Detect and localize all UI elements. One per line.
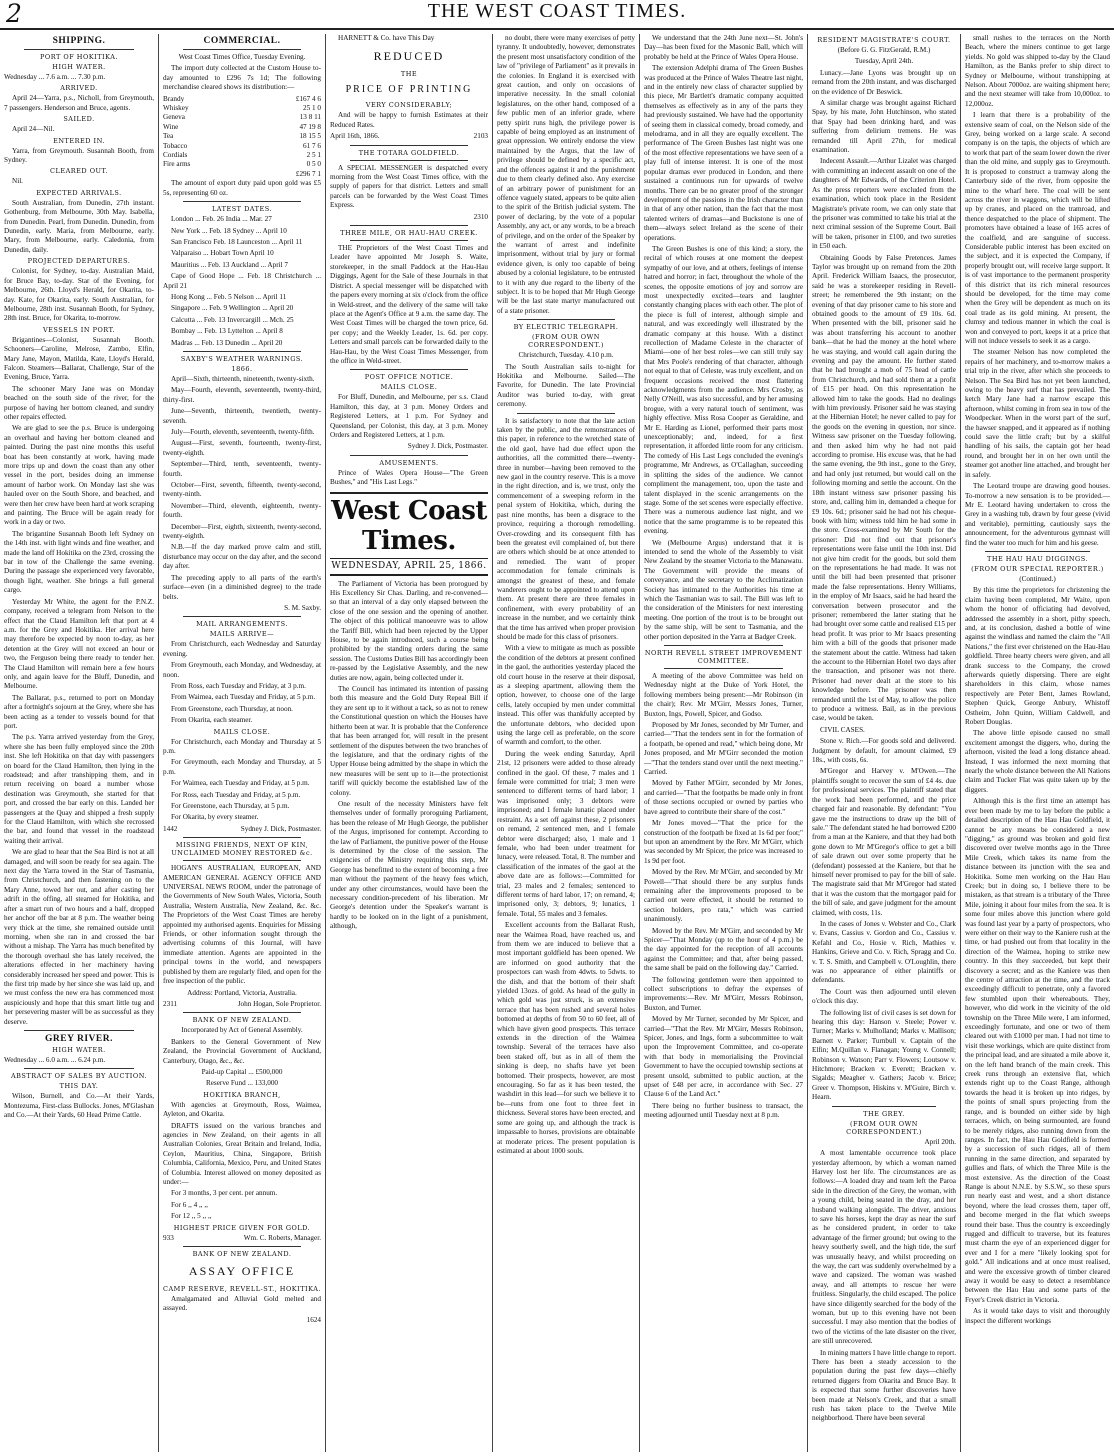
duty-amount: 2 5 1 bbox=[306, 151, 321, 160]
hauhau-paragraph: As it would take days to visit and thoroughly inspect the different workings bbox=[965, 1307, 1110, 1325]
assay-title: ASSAY OFFICE bbox=[188, 1264, 296, 1279]
dates-row: Hong Kong ... Feb. 5 Nelson ... April 11 bbox=[171, 292, 287, 301]
news-paragraph: Excellent accounts from the Ballarat Rush, near the Waimea Road, have reached us, and from them we are induced to believe that a most important goldfield has been opened. We are informed on good authority that the prospectors can wash from 4dwts. to 5dwts. to the dish, and that the bottom of their shaft yielded 13ozs. of gold. As head of the gully in which gold was just struck, is an extensive terrace that has been rushed and several holes bottomed at depths of from 50 to 60 feet, all of which have given good prospects. This terrace extends in the direction of the Waimea township. Several of the terraces have also been staked off, but as in all of them the sinking is deep, no shafts have yet been bottomed. Their prospects, however, are most encouraging. So far as it has been tested, the washdirt in this lead—for such we believe it to be—runs from one foot to three feet in thickness. Several stores have been erected, and some are going up, and although the track is impassable to horses, provisions are obtainable at moderate prices. The present population is estimated at about 1000 souls. bbox=[497, 921, 635, 1155]
reduced-heading: REDUCED bbox=[373, 49, 445, 64]
weather-paragraph: The preceding apply to all parts of the earth's surface—even (in a diminished degree) to the trade belts. bbox=[163, 573, 321, 601]
duty-item: Wine bbox=[163, 122, 179, 131]
court-paragraph: Obtaining Goods by False Pretences. James Taylor was brought up on remand from the 20th April. Frederick William Isaacs, the prosecutor, said he was a storekeeper residing in Revell-street; he remembered the 9th instant; on the evening of that day prisoner came to his store and obtained goods to the amount of £9 10s. 6d. When presented with the bill, prisoner said he was about transferring his account to another bank—that he had the money at the hotel where he was staying, and would call again during the evening and pay the amount. He further stated that he had brought a mob of 75 head of cattle from Christchurch, and had sold them at a profit of £15 per head. On this representation he allowed him to take the goods. Had no dealings with him previously. Prisoner said he was staying at the Hibernian Hotel; he never called to pay for the goods on the evening in question, nor since. Witness saw prisoner on the Tuesday following, and then asked him why he had not paid according to promise. His excuse was, that he had the same evening, the 9th inst., gone to the Grey, and had only just returned, but would call on the following morning and settle the account. On the 18th instant witness saw prisoner passing his store, and, calling him in, demanded a cheque for £9 10s. 6d.; prisoner said he had not his cheque-book with him; witness told him he had some in the store. Cross-examined by Mr South for the prisoner: Did not find out that prisoner's representations were false until the 10th inst. Did not give him credit for the goods, but sold them on the representations he had made. It was not until the bill had been presented that prisoner made the false representations. Henry Williams, in the employ of Mr Isaacs, said he had heard the conversation between prosecutor and the prisoner; remembered the latter stating that he had brought over some cattle and realised £15 per head profit. It was prior to Mr Isaacs presenting him with a bill of the goods that prisoner made the statement about the cattle. Witness had taken the account to the Hibernian Hotel two days after the transaction, and prisoner was not there. Prisoner had never dealt at the store to his knowledge before. The prisoner was then remanded until the 1st of May, to allow the police to produce a witness. Bail, as in the previous case, would be taken. bbox=[812, 253, 956, 723]
grey-high-water-label: HIGH WATER. bbox=[52, 1045, 106, 1054]
committee-paragraph: Moved by the Rev. Mr M'Girr, and seconded by Mr Spicer—"That Monday (up to the hour of 4 p.m.) be the day appointed for the reception of all accounts against the Committee; and that, after being passed, the same shall be paid on the following day." Carried. bbox=[644, 926, 803, 973]
highest-price: HIGHEST PRICE GIVEN FOR GOLD. bbox=[173, 1223, 311, 1232]
news-paragraph: We (Melbourne Argus) understand that it is intended to send the whole of the Assembly to visit New Zealand by the steamer Victoria to the Manawatu. The Government will provide the means of conveyance, and the secretary to the Acclimatization Society has intimated to the Authorities his time at which the Tasmanian was to sail. The Bill was left to the consideration of the Ministers for next interesting meeting. One portion of the trout is to be brought out by the same ship, will be sent to Tasmania, and the other portion deposited in the Yarra at Badger Creek. bbox=[644, 538, 803, 641]
port-title: PORT OF HOKITIKA. bbox=[40, 53, 118, 61]
column-editorial bbox=[326, 34, 493, 1452]
duty-row bbox=[163, 104, 321, 113]
news-paragraph: no doubt, there were many exercises of petty tyranny. It undoubtedly, however, demonstrates the present most unsatisfactory condition of the law of "privilege of Parliament" as it prevails in the colonies. In England it is exercised with great caution, and only on occasions of imperative necessity. In the small colonial legislatures, on the other hand, composed of a few public men of an inferior grade, where petty spirit runs high, the privilege power is capable of being employed as an instrument of great oppression. We entirely endorse the view maintained by the Argus, that the law of privilege should be defined by a specific act, and the offences against it and the punishment due to them clearly defined also. Any exercise of an arbitrary power of punishment for an offence vaguely stated, appears to be quite alien to the spirit of the British judicial system. The power of declaring, by the vote of a popular Assembly, any act, or any words, to be a breach of privilege, and on the order of the Speaker by the warrant of arrest and indefinite imprisonment, without trial by jury or formal evidence given, is only too capable of being abused by a colonial legislature, to be entrusted to it with any due regard to the liberty of the subject. It is to be hoped that Mr Hugh George will be the last state martyr manufactured out of a state prisoner. bbox=[497, 34, 635, 315]
shipping-title: SHIPPING. bbox=[52, 36, 106, 46]
sailed-label: SAILED. bbox=[63, 115, 95, 124]
entered-label: ENTERED IN. bbox=[53, 136, 105, 145]
office-line: West Coast Times Office, Tuesday Evening. bbox=[178, 53, 306, 61]
news-paragraph: With a view to mitigate as much as possible the condition of the debtors at present confined in the gaol, the authorities yesterday placed the old court house in the reserve at their disposal, as a sleeping apartment, allowing them the option, however, to choose one of the large cells, lately occupied by men under committal instead. This offer was thankfully accepted by the unfortunate debtors, who decided upon using the large cell as preferable, on the score of warmth and comfort, to the other. bbox=[497, 644, 635, 747]
entered-text: Yarra, from Greymouth. Susannah Booth, from Sydney. bbox=[4, 146, 154, 165]
mail-arrive-item: From Christchurch, each Wednesday and Saturday evening. bbox=[163, 640, 321, 658]
grey-paragraph: In mining matters I have little change to report. There has been a steady accession to the population during the past few days—chiefly returned diggers from Okarita and Bruce Bay. It is expected that some further discoveries have been made at Nelson's Creek, and that a small rush has taken place to the Twelve Mile neighborhood. There have been several bbox=[812, 1348, 956, 1423]
auction-text: Wilson, Burnell, and Co.—At their Yards, Montezuma, First-class Bullocks. Jones, M'Glashan and Co.—At their Yards, 60 Head Prime Cattle. bbox=[4, 1092, 154, 1120]
dates-row: New York ... Feb. 18 Sydney ... April 10 bbox=[171, 226, 287, 235]
committee-paragraph: Proposed by Mr Jones, seconded by Mr Turner, and carried—"That the tenders sent in for the formation of a footpath, be opened and read," which being done, Mr Jones proposed, and Mr M'Girr seconded the motion—"That the tenders stand over until the next meeting." Carried. bbox=[644, 721, 803, 777]
duty-amount: 18 15 5 bbox=[299, 132, 321, 141]
column-theatre bbox=[640, 34, 808, 1452]
grey-title: THE GREY. bbox=[863, 1109, 905, 1118]
dates-list bbox=[163, 215, 321, 348]
vessels-text: Brigantines—Colonist, Susannah Booth. Schooners—Caroline, Melrose, Zambo, Elfin, Mary Jane, Mayon, Matilda, Kate, Lloyd's Herald, Falcon. Steamers—Ballarat, Challenge, Star of the Evening, Bruce, Yarra. bbox=[4, 335, 154, 382]
duty-row bbox=[163, 123, 321, 132]
mail-close-list bbox=[163, 738, 321, 823]
north-revell-text bbox=[644, 672, 803, 1121]
arrived-label: ARRIVED. bbox=[60, 84, 98, 93]
furnish-text: And will be happy to furnish Estimates at their Reduced Rates. bbox=[330, 111, 488, 129]
hauhau-continued: (Continued.) bbox=[1019, 574, 1056, 583]
duty-row bbox=[163, 151, 321, 160]
weather-paragraph: December—First, eighth, sixteenth, twenty-second, twenty-eighth. bbox=[163, 522, 321, 541]
totara-title: THE TOTARA GOLDFIELD. bbox=[358, 148, 460, 157]
column-news bbox=[493, 34, 640, 1452]
committee-paragraph: Moved by the Rev. Mr M'Girr, and seconded by Mr Powell—"That should there be any surplus funds remaining after the improvements proposed to be carried out were effected, it should be returned to section holders, pro rata," which was carried unanimously. bbox=[644, 868, 803, 924]
column-shipping bbox=[0, 34, 159, 1452]
grey-subtitle: (FROM OUR OWN CORRESPONDENT.) bbox=[846, 1119, 922, 1136]
mail-close-item: For Greenstone, each Thursday, at 5 p.m. bbox=[171, 802, 290, 810]
grey-date: April 20th. bbox=[924, 1137, 956, 1146]
bank-title: BANK OF NEW ZEALAND. bbox=[192, 1016, 292, 1025]
amusements-text: Prince of Wales Opera House—"The Green Bushes," and "His Last Legs." bbox=[330, 468, 488, 487]
harnett-number: 2103 bbox=[473, 132, 488, 141]
bank-reserve: Reserve Fund ... 133,000 bbox=[205, 1079, 279, 1088]
interest-row: For 3 months, 3 per cent. per annum. bbox=[171, 1189, 278, 1198]
hauhau-subtitle: (FROM OUR SPECIAL REPORTER.) bbox=[971, 564, 1104, 573]
high-water-label: HIGH WATER. bbox=[52, 63, 106, 71]
post-office-text: For Bluff, Dunedin, and Melbourne, per s.s. Claud Hamilton, this day, at 3 p.m. Money Orders and Registered Letters, at 1 p.m. For Sydney and Queensland, per Colonist, this day, at 3 p.m. Money Orders and Registered Letters, at 1 p.m. bbox=[330, 393, 488, 439]
interest-list bbox=[163, 1189, 321, 1221]
mail-arrive-item: From Greymouth, each Monday, and Wednesday, at noon. bbox=[163, 661, 321, 679]
committee-paragraph: Moved by Father M'Girr, seconded by Mr Jones, and carried—"That the footpaths be made only in front of those sections occupied or owned by parties who have agreed to contribute their share of the cost." bbox=[644, 779, 803, 816]
news-paragraph: Yesterday Mr White, the agent for the P.N.Z. company, received a telegram from Nelson to the effect that the Claud Hamilton left that port at 4 a.m. for the Grey and Hokitika. Her arrival here may therefore be expected by noon to-day, as her detention at the Grey will not exceed an hour or two, the Ferguson being there ready to tender her. The Claud Hamilton will remain here a few hours only, and again leave for the Bluff, Dunedin, and Melbourne. bbox=[4, 597, 154, 691]
editorial-text bbox=[330, 580, 488, 932]
mail-close-item: For Waimea, each Tuesday and Friday, at 5 p.m. bbox=[171, 779, 310, 788]
grey-paragraph: The Leotard troupe are drawing good houses. To-morrow a new sensation is to be provided.—Mr E. Leotard having undertaken to cross the Grey in a washing tub, drawn by four geese (vivid and veritable), permitting, cautiously says the announcement, for the adventurous gymnast will find the water too much for him and his geese. bbox=[965, 482, 1110, 547]
duty-amount: 61 7 6 bbox=[303, 141, 321, 150]
mail-close-item: For Christchurch, each Monday and Thursday at 5 p.m. bbox=[163, 737, 321, 755]
committee-paragraph: The following gentlemen were then appointed to collect subscriptions to defray the expenses of improvements:—Rev. Mr M'Girr, Messrs Robinson, Buxton, and Turner. bbox=[644, 975, 803, 1012]
mail-number: 1442 bbox=[163, 824, 178, 833]
weather-signature: S. M. Saxby. bbox=[284, 603, 321, 612]
editorial-paragraph: The Council has intimated its intention of passing both this measure and the Gold Duty Repeal Bill if they are sent up to it without a tack, so as not to renew the Constitutional question on which the Houses have hitherto been at war. It is probable that the Conference that has been arranged for, will result in the present settlement of the disputes between the two branches of the legislature, and that the ordinary rights of the Upper House being admitted by the shape in which the new measures will be sent up to it—the protectionist tariff will quickly become the established law of the colony. bbox=[330, 685, 488, 797]
dates-row: Madras ... Feb. 13 Dunedin ... April 20 bbox=[171, 338, 283, 347]
grey-paragraph: small rushes to the terraces on the North Beach, where the miners continue to get large yields. No gold was shipped to-day by the Claud Hamilton, as the Banks prefer to ship direct to Sydney or Melbourne, without transhipping at Nelson. About 7000oz. are waiting shipment here; and the next steamer will take from 10,000oz. to 12,000oz. bbox=[965, 34, 1110, 108]
weather-title: SAXBY'S WEATHER WARNINGS. bbox=[180, 354, 304, 363]
duty-item: Fire arms bbox=[163, 160, 191, 169]
missing-friends-address: Address: Portland, Victoria, Australia. bbox=[187, 988, 297, 997]
high-water-line: Wednesday ... 7.6 a.m. ... 7.30 p.m. bbox=[4, 73, 106, 81]
hauhau-title: THE HAU HAU DIGGINGS. bbox=[986, 554, 1089, 563]
grey-paragraph: I learn that there is a probability of the extensive seam of coal, on the Nelson side of the Grey, being worked on a large scale. A second company is on the tapis, the objects of which are to work that part of the seam lower down the river than the old mine, and supply gas to Greymouth. It is proposed to construct a tramway along the Canterbury side of the river, from opposite the mine to the wharf here. The coal will be sent across the river in waggons, which will be lifted up by cranes, and placed on the tramroad, and thence despatched to the place of shipment. The promoters have obtained a lease of 165 acres of the coalfield, and are sanguine of success. Considerable public interest has been excited on the subject, and it is expected the Company, if properly brought out, will receive large support. It is of vast importance to the permanent prosperity of this district that its rich mineral resources should be developed, for the time may come when the Grey will be dependent as much on its coal trade as its gold mining. At present, the clumsy and tedious manner in which the coal is won and conveyed to port, keeps it at a price that will not induce vessels to seek it as a cargo. bbox=[965, 111, 1110, 345]
import-text: The import duty collected at the Custom House to-day amounted to £296 7s 1d; The following merchandise cleared shows its distribution:— bbox=[163, 64, 321, 92]
dates-row: Calcutta ... Feb. 13 Invercargill ... Mch. 25 bbox=[171, 315, 294, 324]
news-paragraph: We are glad to see the p.s. Bruce is undergoing an overhaul and having her bottom cleaned and painted. During the past nine months this useful boat has been constantly at work, having made more trips up and down the coast than any other vessel in the port, besides doing an immense amount of harbor work. On Monday last she was hauled over on the South Shore, and beached, and were then her crew have been hard at work scraping and painting. The Bruce will be again ready for work in a day or two. bbox=[4, 424, 154, 527]
bank-number: 933 bbox=[163, 1233, 174, 1242]
bank-signature: Wm. C. Roberts, Manager. bbox=[243, 1233, 321, 1242]
messenger-text: A SPECIAL MESSENGER is despatched every morning from the West Coast Times office, with the supply of papers for that district. Letters and small parcels can be forwarded by the West Coast Times Express. bbox=[330, 163, 488, 210]
commercial-title: COMMERCIAL. bbox=[203, 36, 281, 46]
duty-row bbox=[163, 160, 321, 169]
court-paragraph: In the cases of Jones v. Webster and Co., Clark v. Evans, Cassius v. Gordon and Co., Cassius v. Kefahl and Co., Hosie v. Rich, Mathies v. Hankins, Grieve and Co. v. Rich, Spragg and Co. v. T. S. Smith, and Campbell v. O'Loughlin, there was no appearance of either plaintiffs or defendants. bbox=[812, 919, 956, 985]
committee-paragraph: Moved by Mr Turner, seconded by Mr Spicer, and carried—"That the Rev. Mr M'Girr, Messrs Robinson, Spicer, Jones, and Ings, form a subcommittee to wait upon the Improvement Committee, and co-operate with that body in memorialising the Provincial Government to have the occupied township sections at present unsold, submitted to public auction, at the upset of £48 per acre, in accordance with Sec. 27 Clause 6 of the Land Act." bbox=[644, 1015, 803, 1099]
hauhau-text bbox=[965, 586, 1110, 1326]
bank-capital: Paid-up Capital ... £500,000 bbox=[201, 1067, 283, 1076]
weather-paragraph: June—Seventh, thirteenth, twentieth, twenty-seventh. bbox=[163, 407, 321, 425]
news-paragraph: We are glad to hear that the Sea Bird is not at all damaged, and will soon be ready for sea again. The next day the Yarra towed in the Star of Tasmania, from Christchurch, and then fastening on to the Mary Anne, towed her out, and after casting her adrift in the offing, all steamed for Hokitika, and after a smart run of two hours and a half, dropped her anchor off the bar at 8 p.m. The weather being very thick at the time, she remained outside until morning, when she ran in and crossed the bar without a mishap. The Yarra has much benefited by the thorough overhaul she has lately received, the alterations effected in her machinery having considerably increased her speed and power. This is the first trip made by her since she was laid up, and we must confess the new era has commenced most auspiciously and hope that this smart little tug and her persevering master will be as successful as they deserve. bbox=[4, 848, 154, 1026]
news-text bbox=[497, 34, 635, 316]
court-paragraph: Lunacy.—Jane Lyons was brought up on remand from the 20th instant, and was discharged on the evidence of Dr Beswick. bbox=[812, 68, 956, 96]
vessels-label: VESSELS IN PORT. bbox=[42, 325, 116, 334]
dates-row: San Francisco Feb. 18 Launceston ... April 11 bbox=[171, 237, 303, 246]
grey-text bbox=[812, 1149, 956, 1424]
auction-title: ABSTRACT OF SALES BY AUCTION. bbox=[10, 1072, 148, 1081]
harnett-ad-text: HARNETT & Co. have This Day bbox=[338, 34, 435, 42]
mail-title: MAIL ARRANGEMENTS. bbox=[196, 620, 288, 629]
mail-close-item: For Ross, each Tuesday and Friday, at 5 p.m. bbox=[171, 790, 301, 799]
news-paragraph: The brigantine Susannah Booth left Sydney on the 14th inst. with light winds and fine weather, and made the land off Hokitika on the 23rd, crossing the bar in tow of the Challenge the same evening. During the passage she experienced very favorable, though light, weather. She brings a full general cargo. bbox=[4, 529, 154, 595]
news-paragraph: The schooner Mary Jane was on Monday beached on the south side of the river, for the purpose of having her bottom cleaned, and sundry other repairs effected. bbox=[4, 384, 154, 421]
court-paragraph: A similar charge was brought against Richard Spay, by his mate, John Hutchinson, who stated that Spay had been drinking hard, and was suffering from delirium tremens. He was remanded till April 27th, for medical examination. bbox=[812, 99, 956, 155]
grey-paragraph: A most lamentable occurrence took place yesterday afternoon, by which a woman named Harvey lost her life. The circumstances are as follows:—A loaded dray and team left the Paroa side in the direction of the Grey, the woman, with a young child, being seated in the dray, and her husband walking alongside. The driver, anxious to save his horses, kept the dray as near the surf as he considered prudent, in order to take advantage of the firmer ground; but owing to the heavy southerly swell, and the high tide, the surf was unusually heavy, and whilst proceeding on the way, the cart was suddenly overwhelmed by a wave and capsized. The woman was washed away, and all attempts to rescue her were fruitless. Singularly, the child escaped. The police have since diligently searched for the body of the woman, but up to this evening have not been successful. I may also mention that the bodies of two of the victims of the late disaster on the river, are still unrecovered. bbox=[812, 1149, 956, 1346]
bank-text: Bankers to the General Government of New Zealand, the Provincial Government of Auckland, Canterbury, Otago, &c., &c. bbox=[163, 1037, 321, 1065]
column-hauhau bbox=[961, 34, 1114, 1452]
news-paragraph: We understand that the 24th June next—St. John's Day—has been fixed for the Masonic Ball, which will probably be held at the Prince of Wales Opera House. bbox=[644, 34, 803, 61]
duty-row bbox=[163, 142, 321, 151]
news-paragraph: The p.s. Yarra arrived yesterday from the Grey, where she has been fully employed since the 20th inst. She left Hokitika on that day with passengers on board for the Claud Hamilton, then lying in the roadstead; and after transhipping them, and in return receiving on board a number whose destination was Greymouth, she started for that port, and crossed the bar early on this. Landed her passengers at the Quay and shipped a fresh supply for the Claud Hamilton, with which she recrossed the bar, and found that vessel in the roadstead waiting their arrival. bbox=[4, 733, 154, 845]
mail-arrive-item: From Ross, each Tuesday and Friday, at 3 p.m. bbox=[171, 681, 306, 690]
weather-paragraph: November—Third, eleventh, eighteenth, twenty-fourth. bbox=[163, 501, 321, 520]
missing-signature: John Hogan, Sole Proprietor. bbox=[237, 999, 321, 1008]
court-subtitle: (Before G. G. FitzGerald, R.M.) bbox=[837, 46, 931, 54]
news-paragraph: It is satisfactory to note that the late action taken by the public, and the remonstrances of this paper, in reference to the wretched state of the old gaol, have had due effect upon the authorities, all the committed there—twenty-three in number—having been removed to the new gaol in the country reserve. This is a move in the right direction, and is, we trust, only the commencement of a sweeping reform in the penal system of Hokitika, which, during the past nine months, has been a disgrace to the province, requiring a thorough remodelling. Over-crowding and its consequent filth has been the greatest evil complained of, but there are others which should be at once attended to and remedied. The want of proper accommodation for female criminals is amongst the greatest of these, and female wanderers ought to be appointed to attend upon them. At present there are three females in confinement, with every probability of an increase in the number, and we certainly think that the time has arrived when proper provision should be made for this class of prisoners. bbox=[497, 416, 635, 641]
court-title: RESIDENT MAGISTRATE'S COURT. bbox=[817, 36, 951, 44]
grey-high-water-line: Wednesday ... 6.0 a.m. ... 6.24 p.m. bbox=[4, 1055, 106, 1064]
page-number: 2 bbox=[6, 0, 22, 28]
duty-item: Geneva bbox=[163, 113, 185, 122]
weather-list bbox=[163, 375, 321, 602]
court-paragraph: CIVIL CASES. bbox=[820, 725, 865, 734]
post-office-label: MAILS CLOSE. bbox=[380, 383, 438, 392]
duty-row bbox=[163, 132, 321, 141]
duty-amount: £167 4 6 bbox=[295, 94, 321, 103]
duty-item: Whiskey bbox=[163, 104, 189, 113]
projected-text: Colonist, for Sydney, to-day. Australian Maid, for Bruce Bay, to-day. Star of the Evening, for Melbourne, 26th. Lloyd's Herald, for Okarita, to-day. Kate, for Okarita, early. South Australian, for Melbourne, 28th inst. Susannah Booth, for Sydney, 28th inst. Bruce, for Okarita, to-morrow. bbox=[4, 267, 154, 323]
grey-continued-text bbox=[965, 34, 1110, 548]
auction-day-label: THIS DAY. bbox=[59, 1082, 99, 1091]
north-revell-title: NORTH REVELL STREET IMPROVEMENT COMMITTEE. bbox=[644, 649, 803, 665]
committee-paragraph: There being no further business to transact, the meeting adjourned until Tuesday next at 8 p.m. bbox=[644, 1101, 803, 1120]
duty-item: Tea bbox=[163, 132, 174, 141]
cleared-text: Nil. bbox=[12, 177, 23, 186]
court-paragraph: Stone v. Rich.—For goods sold and delivered. Judgment by default, for amount claimed, £9 18s., with costs, 6s. bbox=[812, 737, 956, 765]
hauhau-paragraph: By this time the proprietors for christening the claim having been completed, Mr Waite, upon whom the honor of officiating had devolved, addressed the assembly in a short, pithy speech, and, at its conclusion, dashed a bottle of wine against the windlass and named the claim the "All Nations," the first ever christened on the Hau-Hau goldfield. Three hearty cheers were given, and all drank success to the Company, the crowd afterwards quietly dispersing. There are eight shareholders in this claim, whose names respectively are Peter Bent, James Rowland, Stephen Quick, George Anbury, Whistoff Ostheim, John Quinn, William Caldwell, and Robert Douglas. bbox=[965, 586, 1110, 727]
dates-title: LATEST DATES. bbox=[211, 205, 272, 214]
mail-close-label: MAILS CLOSE. bbox=[213, 727, 271, 736]
duty-amount: 25 1 0 bbox=[303, 104, 321, 113]
page-header bbox=[0, 0, 1114, 30]
weather-paragraph: July—Fourth, eleventh, seventeenth, twenty-fifth. bbox=[171, 428, 315, 436]
weather-paragraph: October—First, seventh, fifteenth, twenty-second, twenty-ninth. bbox=[163, 481, 321, 499]
court-paragraph: The following list of civil cases is set down for hearing this day: Hanson v. Steele; Power v. Turner; Marks v. Mulholland; Marks v. Mallison; Barnett v. Parker; Turnbull v. Captain of the Elfin; M.Quillan v. Flanagan; Young v. Connell; Robinson v. Watson; Parr v. Flowers; Loutsow v. Hitchmore; Bracken v. Everett; Bracken v. Sigalds; Meagher v. Gathers; Jacob v. Brice; Greer v. Thompson, Hiskins v. M'Guire, Birch v. Hearn. bbox=[812, 1008, 956, 1102]
telegraph-subtitle: (FROM OUR OWN CORRESPONDENT.) bbox=[528, 333, 604, 350]
hauhau-ad-text: THE Proprietors of the West Coast Times and Leader have appointed Mr Joseph S. Waite, storekeeper, in the small Paddock at the Hau-Hau Diggings, Agent for the Sale of these Journals in that District. A special messenger will be dispatched with the papers every morning at six o'clock from the office in Weld-street, and the delivery of the same will take place at the Agent's Office at 9 a.m. the same day. The West Coast Times will be charged the town price, 6d. per copy; and the Weekly Leader, 1s. 6d. per copy. Letters and small parcels can be forwarded daily to the Hau-Hau, by the West Coast Times Messenger, from the office in Weld-street. bbox=[330, 244, 488, 365]
dates-row: Mauritius ... Feb. 13 Auckland ... April 7 bbox=[171, 260, 288, 269]
mail-arrive-item: From Waimea, each Tuesday and Friday, at 5 p.m. bbox=[171, 693, 316, 702]
mail-arrive-item: From Greenstone, each Thursday, at noon. bbox=[171, 704, 293, 713]
court-text bbox=[812, 69, 956, 1103]
amusements-title: AMUSEMENTS. bbox=[379, 458, 439, 467]
telegraph-title: BY ELECTRIC TELEGRAPH. bbox=[513, 323, 619, 332]
committee-paragraph: Mr Jones moved—"That the price for the construction of the footpath be fixed at 1s 6d per foot;" but upon an amendment by the Rev. Mr M'Girr, which was seconded by Mr Spicer, the price was increased to 1s 9d per foot. bbox=[644, 819, 803, 865]
mail-close-item: For Greymouth, each Monday and Thursday, at 5 p.m. bbox=[163, 758, 321, 776]
duty-total: £296 7 1 bbox=[295, 169, 321, 178]
assay-subtitle: CAMP RESERVE, REVELL-ST., HOKITIKA. bbox=[163, 1285, 321, 1294]
cleared-label: CLEARED OUT. bbox=[50, 167, 108, 176]
interest-row: For 6 ,, 4 ,, ,, bbox=[171, 1200, 208, 1209]
arrived-text: April 24—Yarra, p.s., Nicholl, from Greymouth, 7 passengers. Henderson and Bruce, agents. bbox=[4, 94, 154, 112]
interest-row: For 12 ,, 5 ,, ,, bbox=[171, 1212, 212, 1221]
weather-paragraph: May—Fourth, eleventh, seventeenth, twenty-third, thirty-first. bbox=[163, 386, 321, 404]
very-considerably: VERY CONSIDERABLY; bbox=[365, 101, 453, 110]
sailed-text: April 24—Nil. bbox=[12, 125, 55, 134]
dates-row: Cape of Good Hope ... Feb. 18 Christchurch ... April 21 bbox=[163, 272, 321, 290]
column-commercial bbox=[159, 34, 326, 1452]
missing-friends-title: MISSING FRIENDS, NEXT OF KIN, UNCLAIMED MONEY RESTORED &c. bbox=[171, 841, 313, 858]
news-paragraph: The Green Bushes is one of this kind; a story, the recital of which rouses at one moment the deepest sympathy of our love, and at others, feelings of intense hatred and horror; in fact, throughout the whole of the scenes, the opposite emotions of joy and sorrow are most unexpectedly excited—tears and laughter constantly changing places with each other. The plot of the piece is full of interest, although simple and natural, and was exceedingly well illustrated by the dramatic company at this house. With a distinct recollection of Madame Celeste in the character of Miami—one of her best roles—we can still truly say that Mrs Poole's rendering of that character, although not equal to that of Celeste, was truly excellent, and on frequent occasions received the most flattering acknowledgments from the audience. Mrs Crosby, as Nelly O'Neill, was also successful, and by her amusing brogue, with a very natural touch of sentiment, was highly effective. Miss Rosa Cooper as Geraldine, and Mr E. Harding as Lionel, performed their parts most unexceptionably; and, indeed, for a first representation, it afforded little room for any criticism. The comedy of His Last Legs concluded the evening's programme, Mr Andrews, as O'Callaghan, succeeding in splitting the sides of the audience. We cannot compliment the management, too, upon the taste and talent displayed in the scenic arrangements on the stage. Some of the set scenes were especially effective. There was a numerous audience last night, and we notice that the same programme is to be repeated this evening. bbox=[644, 244, 803, 536]
drafts-text: DRAFTS issued on the various branches and agencies in New Zealand, on their agents in all Australian Colonies, Great Britain and Ireland, India, Ceylon, Mauritius, China, Singapore, British Columbia, California, Mexico, Peru, and United States of Columbia. Interest allowed on money deposited as under:— bbox=[163, 1121, 321, 1186]
the-word: THE bbox=[400, 70, 418, 79]
projected-label: PROJECTED DEPARTURES. bbox=[27, 257, 131, 266]
assay-number: 1624 bbox=[306, 1315, 321, 1324]
telegraph-place: Christchurch, Tuesday. 4.10 p.m. bbox=[518, 351, 614, 360]
assay-text: Amalgamated and Alluvial Gold melted and assayed. bbox=[163, 1295, 321, 1313]
masthead: THE WEST COAST TIMES. bbox=[427, 0, 687, 22]
news-paragraph: During the week ending Saturday, April 21st, 12 prisoners were added to those already confined in the gaol. Of these, 7 males and 1 female were committed for trial; 3 men were sentenced to different terms of hard labor; 1 was imprisoned only; 3 debtors were imprisoned; and 1 female lunatic placed under restraint. As a set off against these, 2 prisoners on remand, 2 sentenced men, and 1 female debtor were discharged; also, 1 male and 1 female, who had been under treatment for lunacy, were released. Total, 8. The number and classification of the inmates of the gaol at the above date are as follows:—Committed for trial, 23 males and 2 females; sentenced to different terms of hard labor, 17; on remand, 4; imprisoned only, 3; debtors, 9; lunatics, 1 female. Total, 55 males and 3 females. bbox=[497, 749, 635, 918]
post-office-signature: Sydney J. Dick, Postmaster. bbox=[407, 442, 488, 451]
duty-row bbox=[163, 95, 321, 104]
theatre-text bbox=[644, 34, 803, 642]
court-paragraph: The Court was then adjourned until eleven o'clock this day. bbox=[812, 987, 956, 1006]
messenger-number: 2310 bbox=[473, 212, 488, 221]
weather-paragraph: September—Third, tenth, seventeenth, twenty-fourth. bbox=[163, 460, 321, 478]
editorial-paragraph: The Parliament of Victoria has been prorogued by His Excellency Sir Chas. Darling, and re-convened—so that an interval of a day only elapsed between the close of the one session and the opening of another. The object of this political manoeuvre was to allow the Tariff Bill, which had been rejected by the Upper House, to be again introduced, such a course being prohibited by the standing orders during the same session. The Customs Duties Bill has accordingly been re-passed by the Legislative Assembly, and the new duties are now, again, being collected under it. bbox=[330, 579, 488, 682]
dates-row: Valparaiso ... Hobart Town April 10 bbox=[171, 249, 274, 258]
post-office-title: POST OFFICE NOTICE. bbox=[364, 373, 454, 382]
telegraph-text: The South Australian sails to-night for Hokitika and Melbourne. Sailed—The Favorite, for Dunedin. The late Provincial Auditor was buried to-day, with great ceremony. bbox=[497, 362, 635, 409]
dates-row: Singapore ... Feb. 9 Wellington ... April 20 bbox=[171, 304, 294, 313]
hauhau-ad-title: THREE MILE, OR HAU-HAU CREEK. bbox=[340, 229, 478, 238]
expected-label: EXPECTED ARRIVALS. bbox=[36, 188, 122, 197]
duty-amount: 47 19 8 bbox=[299, 122, 321, 131]
weather-paragraph: April—Sixth, thirteenth, nineteenth, twenty-sixth. bbox=[171, 374, 315, 383]
duty-amount: 13 8 11 bbox=[299, 113, 321, 122]
shipping-news bbox=[4, 385, 154, 1027]
committee-paragraph: A meeting of the above Committee was held on Wednesday night at the Duke of York Hotel, the following members being present:—Mr Robinson (in the chair); Rev. Mr M'Girr, Messrs Jones, Turner, Buxton, Ings, Powell, Spicer, and Godso. bbox=[644, 672, 803, 718]
duty-item: Brandy bbox=[163, 94, 185, 103]
dates-row: Bombay ... Feb. 13 Lyttelton ... April 8 bbox=[171, 327, 283, 336]
duty-table bbox=[163, 95, 321, 170]
missing-friends-text: HOGAN'S AUSTRALIAN, EUROPEAN, AND AMERICAN GENERAL AGENCY OFFICE AND UNIVERSAL NEWS ROOM, under the patronage of the Governments of New South Wales, Victoria, South Australia, Western Australia, New Zealand, &c. &c. The Proprietors of the West Coast Times are hereby appointed my authorised agents. Enquiries for Missing Friends, or other information sought through the advertising columns of this Journal, will have immediate attention. Agents are appointed in the principal towns in the world, and newspapers published by them are regularly filed, and open for the free inspection of the public. bbox=[163, 864, 321, 986]
harnett-date: April 16th, 1866. bbox=[330, 132, 380, 141]
mail-arrive-label: MAILS ARRIVE— bbox=[209, 630, 275, 639]
dates-row: London ... Feb. 26 India ... Mar. 27 bbox=[171, 215, 272, 224]
grey-river-title: GREY RIVER. bbox=[45, 1033, 113, 1044]
mail-arrive-list bbox=[163, 640, 321, 725]
news-paragraph: The extension Adelphi drama of The Green Bushes was produced at the Prince of Wales Theatre last night, and in the entirely new class of character supplied by this piece, Mr Bartlett's dramatic company acquitted themselves as effectively as in any of the parts they had previously sustained. We have had the opportunity of seeing them in classical comedy, broad comedy, and melodrama, and in all they are equally excellent. The performance of The Green Bushes last night was one of the most effective representations we have seen of a play full of intense interest. It is one of the most popular dramas ever produced in London, and there sustained a continuous run for upwards of twelve months. There can be no greater proof of the stronger development of the passions in the Irish character than in that of any other nation, than the fact that the most talented writers of dramas—and Buckstone is one of them—always select Ireland as the scene of their operations. bbox=[644, 64, 803, 242]
hauhau-paragraph: The above little episode caused no small excitement amongst the diggers, who, during the afternoon, visited the lead a long distance ahead. Instead, I was informed the next morning that nearly the whole distance between the All Nations claim and Tucker Flat was quite taken up by the diggers. bbox=[965, 729, 1110, 794]
duty-row bbox=[163, 113, 321, 122]
mail-arrive-item: From Okarita, each steamer. bbox=[171, 716, 253, 725]
missing-number: 2311 bbox=[163, 999, 178, 1008]
duty-total-row bbox=[163, 170, 321, 179]
branch-text: With agencies at Greymouth, Ross, Waimea, Ayleton, and Okarita. bbox=[163, 1100, 321, 1119]
editorial-date: WEDNESDAY, APRIL 25, 1866. bbox=[330, 561, 488, 576]
mail-signature: Sydney J. Dick, Postmaster. bbox=[240, 824, 321, 833]
grey-paragraph: The steamer Nelson has now completed the repairs of her machinery, and to-morrow makes a trial trip in the river, after which she proceeds to Nelson. The Sea Bird has not yet been launched, owing to the heavy surf that has prevailed. The ketch Mary Jane had a narrow escape this afternoon, whilst coming in from sea in tow of the Woodpecker. When in the worst part of the surf, the hawser snapped, and it appeared as if nothing could save the little craft; but by a skilful handling of his sails, the captain got her head round, and brought her in on her own until the steamer got another line attached, and brought her in safely. bbox=[965, 348, 1110, 479]
duty-item: Tobacco bbox=[163, 141, 188, 150]
expected-text: South Australian, from Dunedin, 27th instant. Gothenburg, from Melbourne, 30th May. Isabella, from Dunedin. Pearl, from Dunedin. Dunedin, from Dunedin, early. Maria, from Melbourne, early. Mary, from Melbourne, early. Caledonia, from Dunedin, daily. bbox=[4, 198, 154, 254]
local-news bbox=[497, 417, 635, 1157]
price-heading: PRICE OF PRINTING bbox=[345, 84, 473, 96]
weather-paragraph: N.B.—If the day marked prove calm and still, disturbance may occur on the day after, and the second day after. bbox=[163, 543, 321, 571]
branch-title: HOKITIKA BRANCH, bbox=[203, 1090, 281, 1099]
mail-close-item: For Okarita, by every steamer. bbox=[171, 813, 259, 822]
hauhau-paragraph: Although this is the first time an attempt has ever been made by me to lay before the public a detailed description of the Hau Hau Goldfield, it cannot be any means be considered a new "digging," as ground was broken and gold first discovered over twelve months ago in the Three Mile Creek, which takes its name from the distance between its junction with the sea and Hokitika. Some men working on the Hau Hau Creek; but in doing so, I believe there to be mistaken, as that stream is a tributary of the Three Mile, joining it about four miles from the sea. It is some four miles above this junction where gold was found last year by a party of prospectors, who were either on their way to the Kaniere rush at the time, or had pushed out from that locality in the direction of the Waimea, hoping to strike new country. In this they succeeded, but kept their discovery a secret; and as the Kaniere was then the centre of attraction at the time, and the track exceedingly difficult to penetrate, only a favored few stumbled upon their whereabouts. They, however, who did work in the vicinity of the old township on the Three Mile were, I am informed, exceedingly fortunate, and one or two of them cleared out with £1000 per man. I had not time to visit these workings, which are quite distinct from the principal lead, and are situated a mile above it, on the left hand branch of the main creek. This creek runs through an extensive flat, which extends right up to the Coast Range, although towards the head it is broken up into ridges, by the points of small spurs projecting from the range, and is bounded on either side by high terraces, which, on being surmounted, are found to be merely ridges, also running down from the ranges. In fact, the Hau Hau Goldfield is formed by a succession of such ridges, all of them running in the same direction, and separated by gullies and flats, of which the Three Mile is the most extensive. As the direction of the Coast Range is about N.N.E. by S.S.W., so these spurs run nearly east and west, and a short distance beyond, where the lead crosses them, taper off, and become merged in the flat which sweeps round their base. Thus the country is exceedingly rugged and difficult to traverse, but its features must charm the eye of an experienced digger for ever and I for a mere "likely looking spot for gold." All indications and at once must realised, and were the excessive growth of timber cleared away it would be easy to detect a resemblance between the Hau Hau and some parts of the Fryer's Creek district in Victoria. bbox=[965, 797, 1110, 1304]
duty-item: Cordials bbox=[163, 151, 188, 160]
export-text: The amount of export duty paid upon gold was £5 5s, representing 60 oz. bbox=[163, 179, 321, 197]
court-paragraph: M'Gregor and Harvey v. M'Owen.—The plaintiffs sought to recover the sum of £4 4s. due for professional services. The plaintiff stated that the work had been performed, and the price charged fair and reasonable. By defendant: "You gave me the instructions to draw up the bill of sale." The defendant stated he had borrowed £200 from a man at the Kaniere, and that they had both gone down to Mr M'Gregor's office to get a bill of sale drawn out over some property that he (defendant) possessed at the Kaniere, but that he himself never promised to pay for the bill of sale. The magistrate said that Mr M'Gregor had stated that it was the custom that the mortgagor paid for the bill of sale, and gave judgment for the amount claimed, with costs, 11s. bbox=[812, 767, 956, 917]
column-court bbox=[808, 34, 961, 1452]
duty-amount: 0 5 0 bbox=[306, 160, 321, 169]
assay-bank: BANK OF NEW ZEALAND. bbox=[192, 1250, 292, 1259]
news-paragraph: The Ballarat, p.s., returned to port on Monday after a fortnight's sojourn at the Grey, where she has been acting as a tender to vessels bound for that port. bbox=[4, 693, 154, 730]
editorial-masthead: West Coast Times. bbox=[330, 492, 488, 559]
weather-year: 1866. bbox=[231, 364, 253, 373]
bank-subtitle: Incorporated by Act of General Assembly. bbox=[181, 1026, 303, 1035]
court-date: Tuesday, April 24th. bbox=[854, 57, 914, 66]
court-paragraph: Indecent Assault.—Arthur Lizalet was charged with committing an indecent assault on one of the daughters of Mr Edwards, of the Criterion Hotel. As the press reporters were excluded from the examination, which took place in the Resident Magistrate's private room, we can only state that the prisoner was committed to take his trial at the next criminal session of the Supreme Court. Bail will be taken, prisoner in £100, and two sureties in £50 each. bbox=[812, 157, 956, 251]
editorial-paragraph: One result of the necessity Ministers have felt themselves under of formally proroguing Parliament, has been the release of Mr Hugh George, the publisher of the Argus, imprisoned for contempt. According to the law of Parliament, the punitive power of the House is determined by the close of the session. The exigencies of the Ministry requiring this step, Mr George has benefitted to the extent of becoming a free man without the payment of the heavy fees which, under any other circumstances, would have been the necessary condition-precedent of his liberation. Mr George's detention under the Speaker's warrant is hardly to be looked on in the light of a punishment, although, bbox=[330, 799, 488, 931]
weather-paragraph: August—First, seventh, fourteenth, twenty-first, twenty-eighth. bbox=[163, 439, 321, 457]
